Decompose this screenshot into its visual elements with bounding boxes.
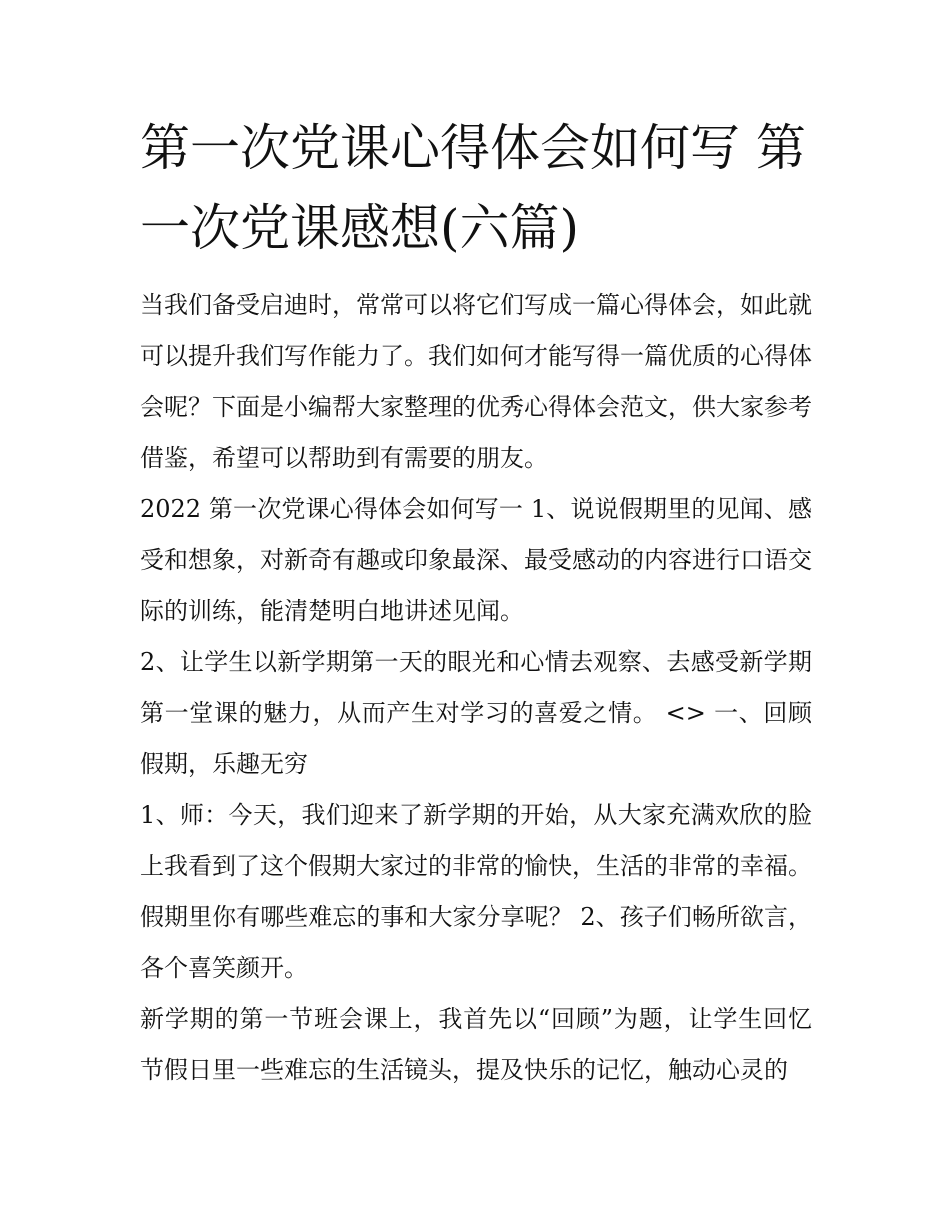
paragraph-goal-2: 2、让学生以新学期第一天的眼光和心情去观察、去感受新学期第一堂课的魅力，从而产生对学习的喜爱之情。 <> 一、回顾假期，乐趣无穷	[140, 648, 812, 778]
document-page	[140, 108, 812, 1096]
paragraph-intro: 当我们备受启迪时，常常可以将它们写成一篇心得体会，如此就可以提升我们写作能力了。我们如何才能写得一篇优质的心得体会呢？下面是小编帮大家整理的优秀心得体会范文，供大家参考借鉴，希望可以帮助到有需要的朋友。	[140, 291, 812, 472]
paragraph-goal-1: 2022 第一次党课心得体会如何写一 1、说说假期里的见闻、感受和想象，对新奇有趣或印象最深、最受感动的内容进行口语交际的训练，能清楚明白地讲述见闻。	[140, 495, 812, 625]
paragraph-step-1: 1、师：今天，我们迎来了新学期的开始，从大家充满欢欣的脸上我看到了这个假期大家过的非常的愉快，生活的非常的幸福。假期里你有哪些难忘的事和大家分享呢？ 2、孩子们畅所欲言，各个喜笑颜开。	[140, 801, 812, 982]
document-title: 第一次党课心得体会如何写 第一次党课感想(六篇)	[140, 119, 806, 257]
paragraph-reflection: 新学期的第一节班会课上，我首先以“回顾”为题，让学生回忆节假日里一些难忘的生活镜头，提及快乐的记忆，触动心灵的	[140, 1005, 812, 1084]
